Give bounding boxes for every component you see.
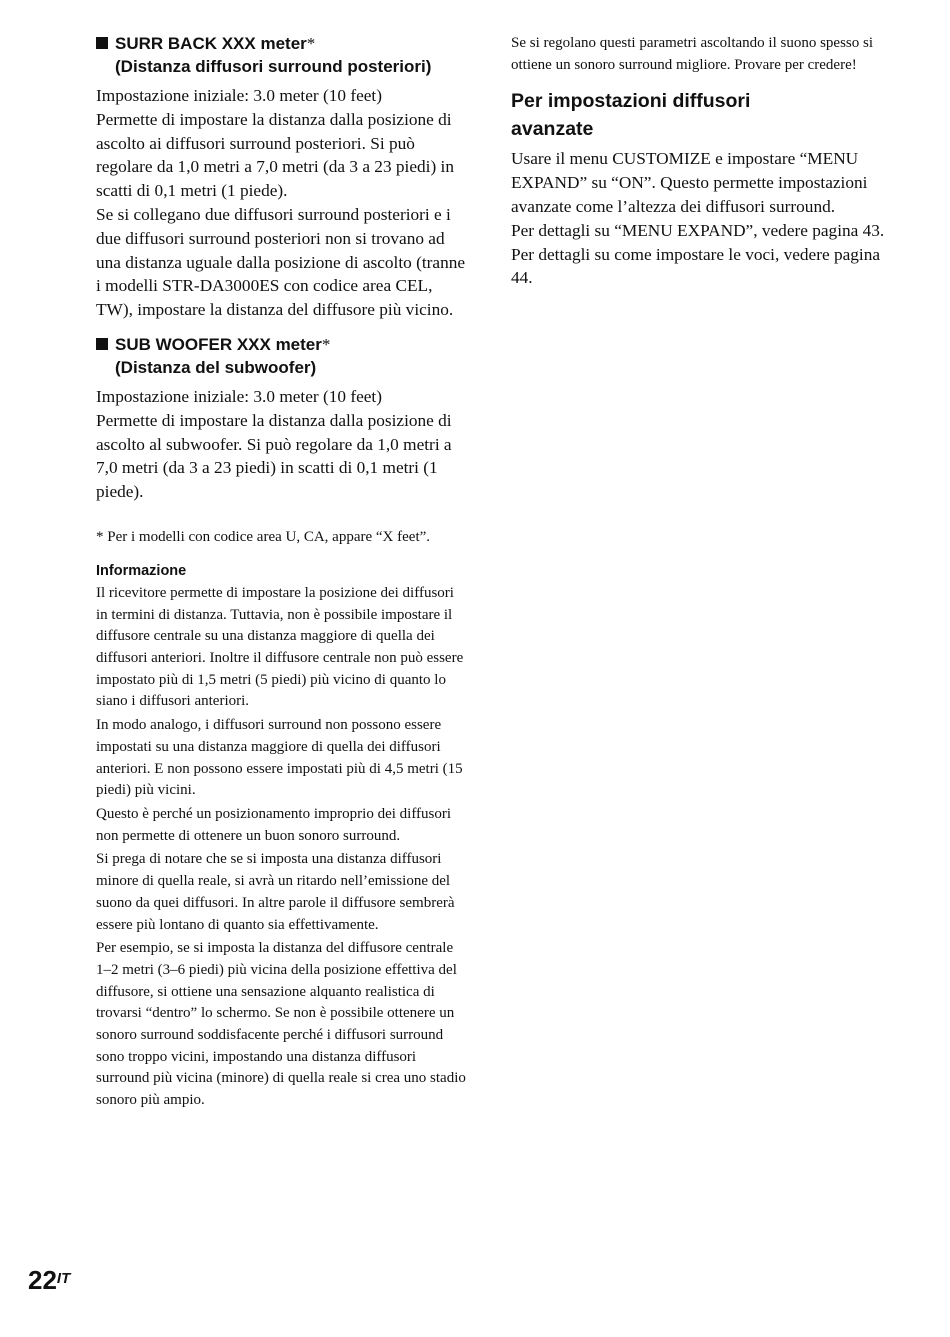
surr-back-heading: [96, 32, 468, 78]
sub-woofer-title: SUB WOOFER XXX meter: [115, 334, 322, 354]
asterisk-mark: *: [306, 34, 316, 53]
footnote: * Per i modelli con codice area U, CA, appare “X feet”.: [96, 528, 431, 545]
info-paragraph: Questo è perché un posizionamento improprio dei diffusori non permette di ottenere un buon sonoro surround.: [96, 805, 452, 844]
page-number-value: 22: [28, 1265, 57, 1295]
square-bullet-icon: [96, 338, 108, 350]
info-paragraph: Il ricevitore permette di impostare la posizione dei diffusori in termini di distanza. Tuttavia, non è possibile impostare il diffusore centrale su una distanza maggiore di quella dei diffusori anteriori. Inoltre il diffusore centrale non può essere impostato più di 1,5 metri (5 piedi) più vicino di quanto lo siano i diffusori anteriori.: [96, 584, 464, 710]
page-language-suffix: IT: [56, 1270, 71, 1287]
right-intro: Se si regolano questi parametri ascoltando il suono spesso si ottiene un sonoro surround migliore. Provare per credere!: [511, 35, 874, 73]
info-paragraph: Si prega di notare che se si imposta una distanza diffusori minore di quella reale, si avrà un ritardo nell’emissione del suono da quei diffusori. In altre parole il diffusore sembrerà essere più lontano di quanto sia effettivamente.: [96, 851, 455, 933]
sub-woofer-text: Impostazione iniziale: 3.0 meter (10 feet) Permette di impostare la distanza dalla posizione di ascolto al subwoofer. Si può regolare da 1,0 metri a 7,0 metri (da 3 a 23 piedi) in scatti di 0,1 metri (1 piede).: [96, 386, 452, 502]
surr-back-text: Impostazione iniziale: 3.0 meter (10 feet) Permette di impostare la distanza dalla posizione di ascolto ai diffusori surround posteriori. Si può regolare da 1,0 metri a 7,0 metri (da 3 a 23 piedi) in scatti di 0,1 metri (1 piede). Se si collegano due diffusori surround posteriori e i due diffusori surround posteriori non si trovano ad una distanza uguale dalla posizione di ascolto (tranne i modelli STR-DA3000ES con codice area CEL, TW), impostare la distanza del diffusore più vicino.: [96, 86, 466, 320]
info-paragraph: In modo analogo, i diffusori surround non possono essere impostati su una distanza maggiore di quella dei diffusori anteriori. E non possono essere impostati più di 4,5 metri (15 piedi) più vicini.: [96, 717, 463, 799]
info-paragraph: Per esempio, se si imposta la distanza del diffusore centrale 1–2 metri (3–6 piedi) più vicina della posizione effettiva del diffusore, si ottiene una sensazione alquanto realistica di trovarsi “dentro” lo schermo. Se non è possibile ottenere un sonoro surround soddisfacente perché i diffusori surround sono troppo vicini, impostando una distanza diffusori surround più vicina (minore) di quella reale si crea uno stadio sonoro più ampio.: [96, 940, 466, 1109]
surr-back-title: SURR BACK XXX meter: [115, 34, 307, 53]
page-number: [28, 1265, 70, 1295]
sub-woofer-heading: [96, 333, 468, 379]
square-bullet-icon: [96, 37, 108, 49]
advanced-settings-text: Usare il menu CUSTOMIZE e impostare “MENU EXPAND” su “ON”. Questo permette impostazioni avanzate come l’altezza dei diffusori surround. Per dettagli su “MENU EXPAND”, vedere pagina 43. Per dettagli su come impostare le voci, vedere pagina 44.: [511, 149, 885, 288]
sub-woofer-subtitle: (Distanza del subwoofer): [115, 357, 317, 377]
surr-back-subtitle: (Distanza diffusori surround posteriori): [115, 57, 432, 76]
advanced-settings-heading: Per impostazioni diffusori avanzate: [511, 90, 751, 141]
right-column: [511, 33, 891, 290]
asterisk-mark: *: [321, 334, 331, 354]
left-column: [96, 32, 468, 1114]
info-heading: Informazione: [96, 562, 187, 579]
